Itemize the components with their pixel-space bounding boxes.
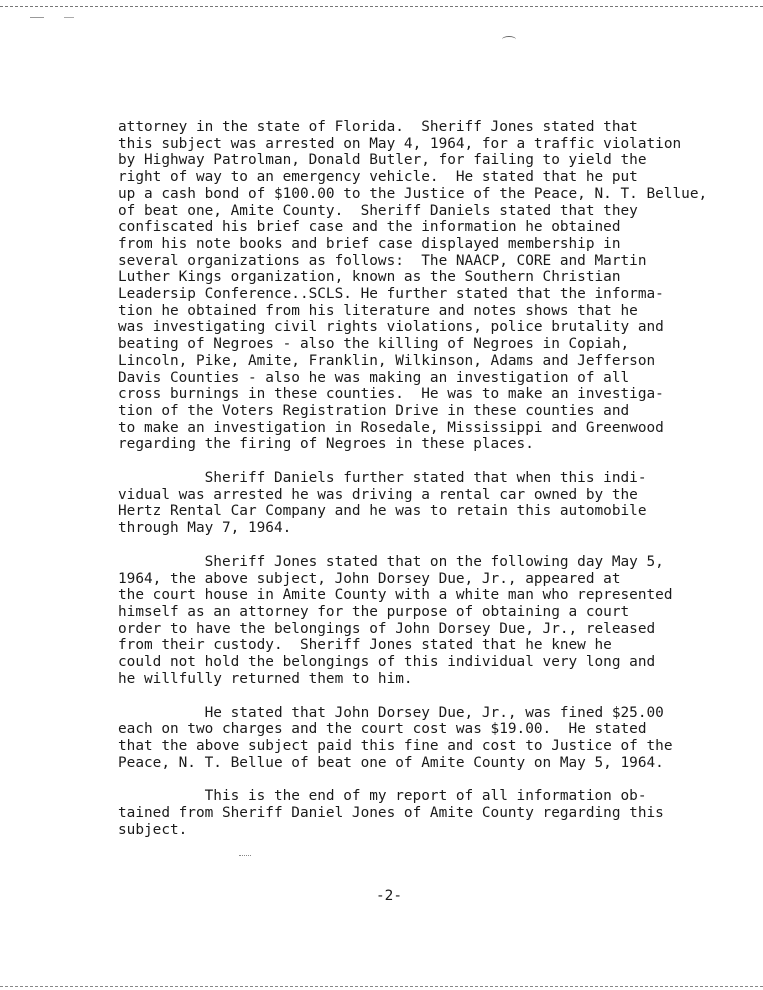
page-top-edge — [0, 6, 763, 7]
page-bottom-edge — [0, 986, 763, 987]
scan-mark — [502, 36, 516, 43]
scan-mark — [64, 17, 74, 18]
paragraph-2: Sheriff Daniels further stated that when this indi- vidual was arrested he was driving a rental car owned by the Hertz Rental Car Company and he was to retain this automobile through May 7, 1964. — [118, 470, 647, 537]
paragraph-4: He stated that John Dorsey Due, Jr., was fined $25.00 each on two charges and the court cost was $19.00. He stated that the above subject paid this fine and cost to Justice of the Peace, N. T. Bellue of beat one of Amite County on May 5, 1964. — [118, 704, 673, 771]
paragraph-5: This is the end of my report of all information ob- tained from Sheriff Daniel Jones of Amite County regarding this subject. — [118, 788, 664, 838]
paragraph-1: attorney in the state of Florida. Sheriff Jones stated that this subject was arrested on May 4, 1964, for a traffic violation by Highway Patrolman, Donald Butler, for failing to yield the right of way to an emergency vehicle. He stated that he put up a cash bond of $100.00 to the Justice of the Peace, N. T. Bellue, of beat one, Amite County. Sheriff Daniels stated that they confiscated his brief case and the information he obtained from his note books and brief case displayed membership in several organizations as follows: The NAACP, CORE and Martin Luther Kings organization, known as the Southern Christian Leadersip Conference..SCLS. He further stated that the informa- tion he obtained from his literature and notes shows that he was investigating civil rights violations, police brutality and beating of Negroes - also the killing of Negroes in Copiah, Lincoln, Pike, Amite, Franklin, Wilkinson, Adams and Jefferson Davis Counties - also he was making an investigation of all cross burnings in these counties. He was to make an investiga- tion of the Voters Registration Drive in these counties and to make an investigation in Rosedale, Mississippi and Greenwood regarding the firing of Negroes in these places. — [118, 119, 708, 453]
scan-mark — [239, 855, 251, 856]
page-number: -2- — [376, 888, 402, 904]
paragraph-3: Sheriff Jones stated that on the following day May 5, 1964, the above subject, John Dorsey Due, Jr., appeared at the court house in Amite County with a white man who represented himself as an attorney for the purpose of obtaining a court order to have the belongings of John Dorsey Due, Jr., released from their custody. Sheriff Jones stated that he knew he could not hold the belongings of this individual very long and he willfully returned them to him. — [118, 553, 673, 687]
scan-mark — [30, 17, 44, 18]
document-body — [118, 119, 738, 838]
